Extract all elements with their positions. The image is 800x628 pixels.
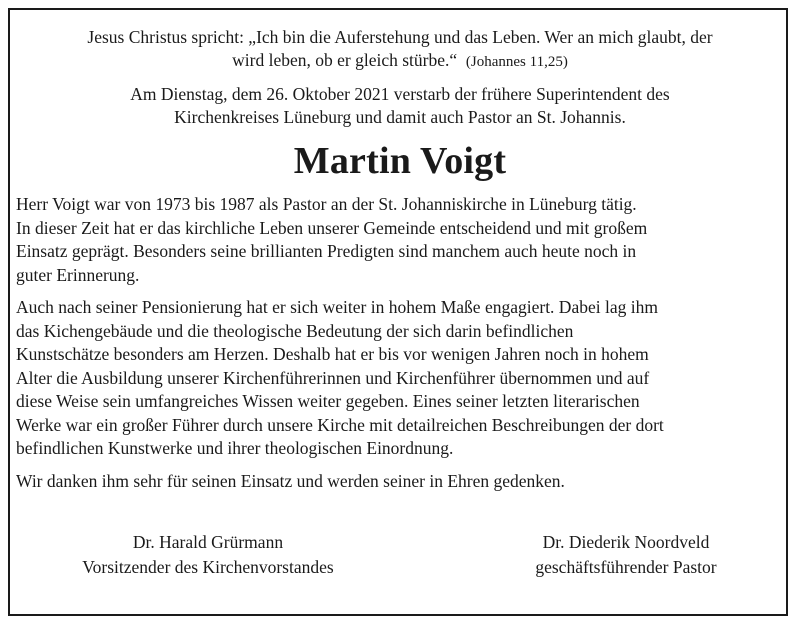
signature-pastor (476, 530, 776, 580)
verse-line-2-text: wird leben, ob er gleich stürbe.“ (232, 50, 458, 70)
signatory-title: Vorsitzender des Kirchenvorstandes (82, 557, 334, 577)
paragraph-line: das Kichengebäude und die theologische Bedeutung der sich darin befindlichen (16, 320, 574, 341)
deceased-name: Martin Voigt (293, 140, 507, 182)
paragraph-line: guter Erinnerung. (16, 264, 140, 285)
signatory-title: geschäftsführender Pastor (535, 557, 717, 577)
paragraph-line: Werke war ein großer Führer durch unsere Kirche mit detailreichen Beschreibungen der dort (16, 414, 664, 435)
paragraph-retirement (16, 296, 784, 461)
signatures (16, 530, 784, 580)
paragraph-line: befindlichen Kunstwerke und ihrer theologischen Einordnung. (16, 438, 454, 458)
paragraph-line: Herr Voigt war von 1973 bis 1987 als Pastor an der St. Johanniskirche in Lüneburg tätig. (16, 194, 637, 214)
paragraph-thanks (16, 470, 784, 494)
announcement-line-1: Am Dienstag, dem 26. Oktober 2021 verstarb der frühere Superintendent des (130, 84, 670, 104)
signatory-name: Dr. Diederik Noordveld (542, 532, 710, 552)
announcement-line-2: Kirchenkreises Lüneburg und damit auch Pastor an St. Johannis. (174, 107, 626, 127)
paragraph-line: diese Weise sein umfangreiches Wissen weiter gegeben. Eines seiner letzten literarischen (16, 391, 640, 411)
paragraph-line: Einsatz geprägt. Besonders seine brillianten Predigten sind manchem auch heute noch in (16, 241, 637, 261)
paragraph-line: In dieser Zeit hat er das kirchliche Leben unserer Gemeinde entscheidend und mit großem (16, 217, 648, 238)
obituary-content (16, 26, 784, 502)
bible-verse (16, 26, 784, 74)
paragraph-line: Alter die Ausbildung unserer Kirchenführerinnen und Kirchenführer übernommen und auf (16, 367, 650, 388)
verse-reference: (Johannes 11,25) (465, 54, 568, 70)
paragraph-line: Wir danken ihm sehr für seinen Einsatz und werden seiner in Ehren gedenken. (16, 470, 565, 491)
signature-chair (28, 530, 388, 580)
death-announcement (16, 83, 784, 129)
paragraph-line: Kunstschätze besonders am Herzen. Deshalb hat er bis vor wenigen Jahren noch in hohem (16, 344, 649, 364)
signatory-name: Dr. Harald Grürmann (132, 532, 284, 552)
verse-line-2 (16, 49, 784, 74)
paragraph-career (16, 193, 784, 287)
paragraph-line: Auch nach seiner Pensionierung hat er sich weiter in hohem Maße engagiert. Dabei lag ihm (16, 297, 658, 317)
verse-line-1: Jesus Christus spricht: „Ich bin die Auferstehung und das Leben. Wer an mich glaubt, der (87, 27, 713, 47)
